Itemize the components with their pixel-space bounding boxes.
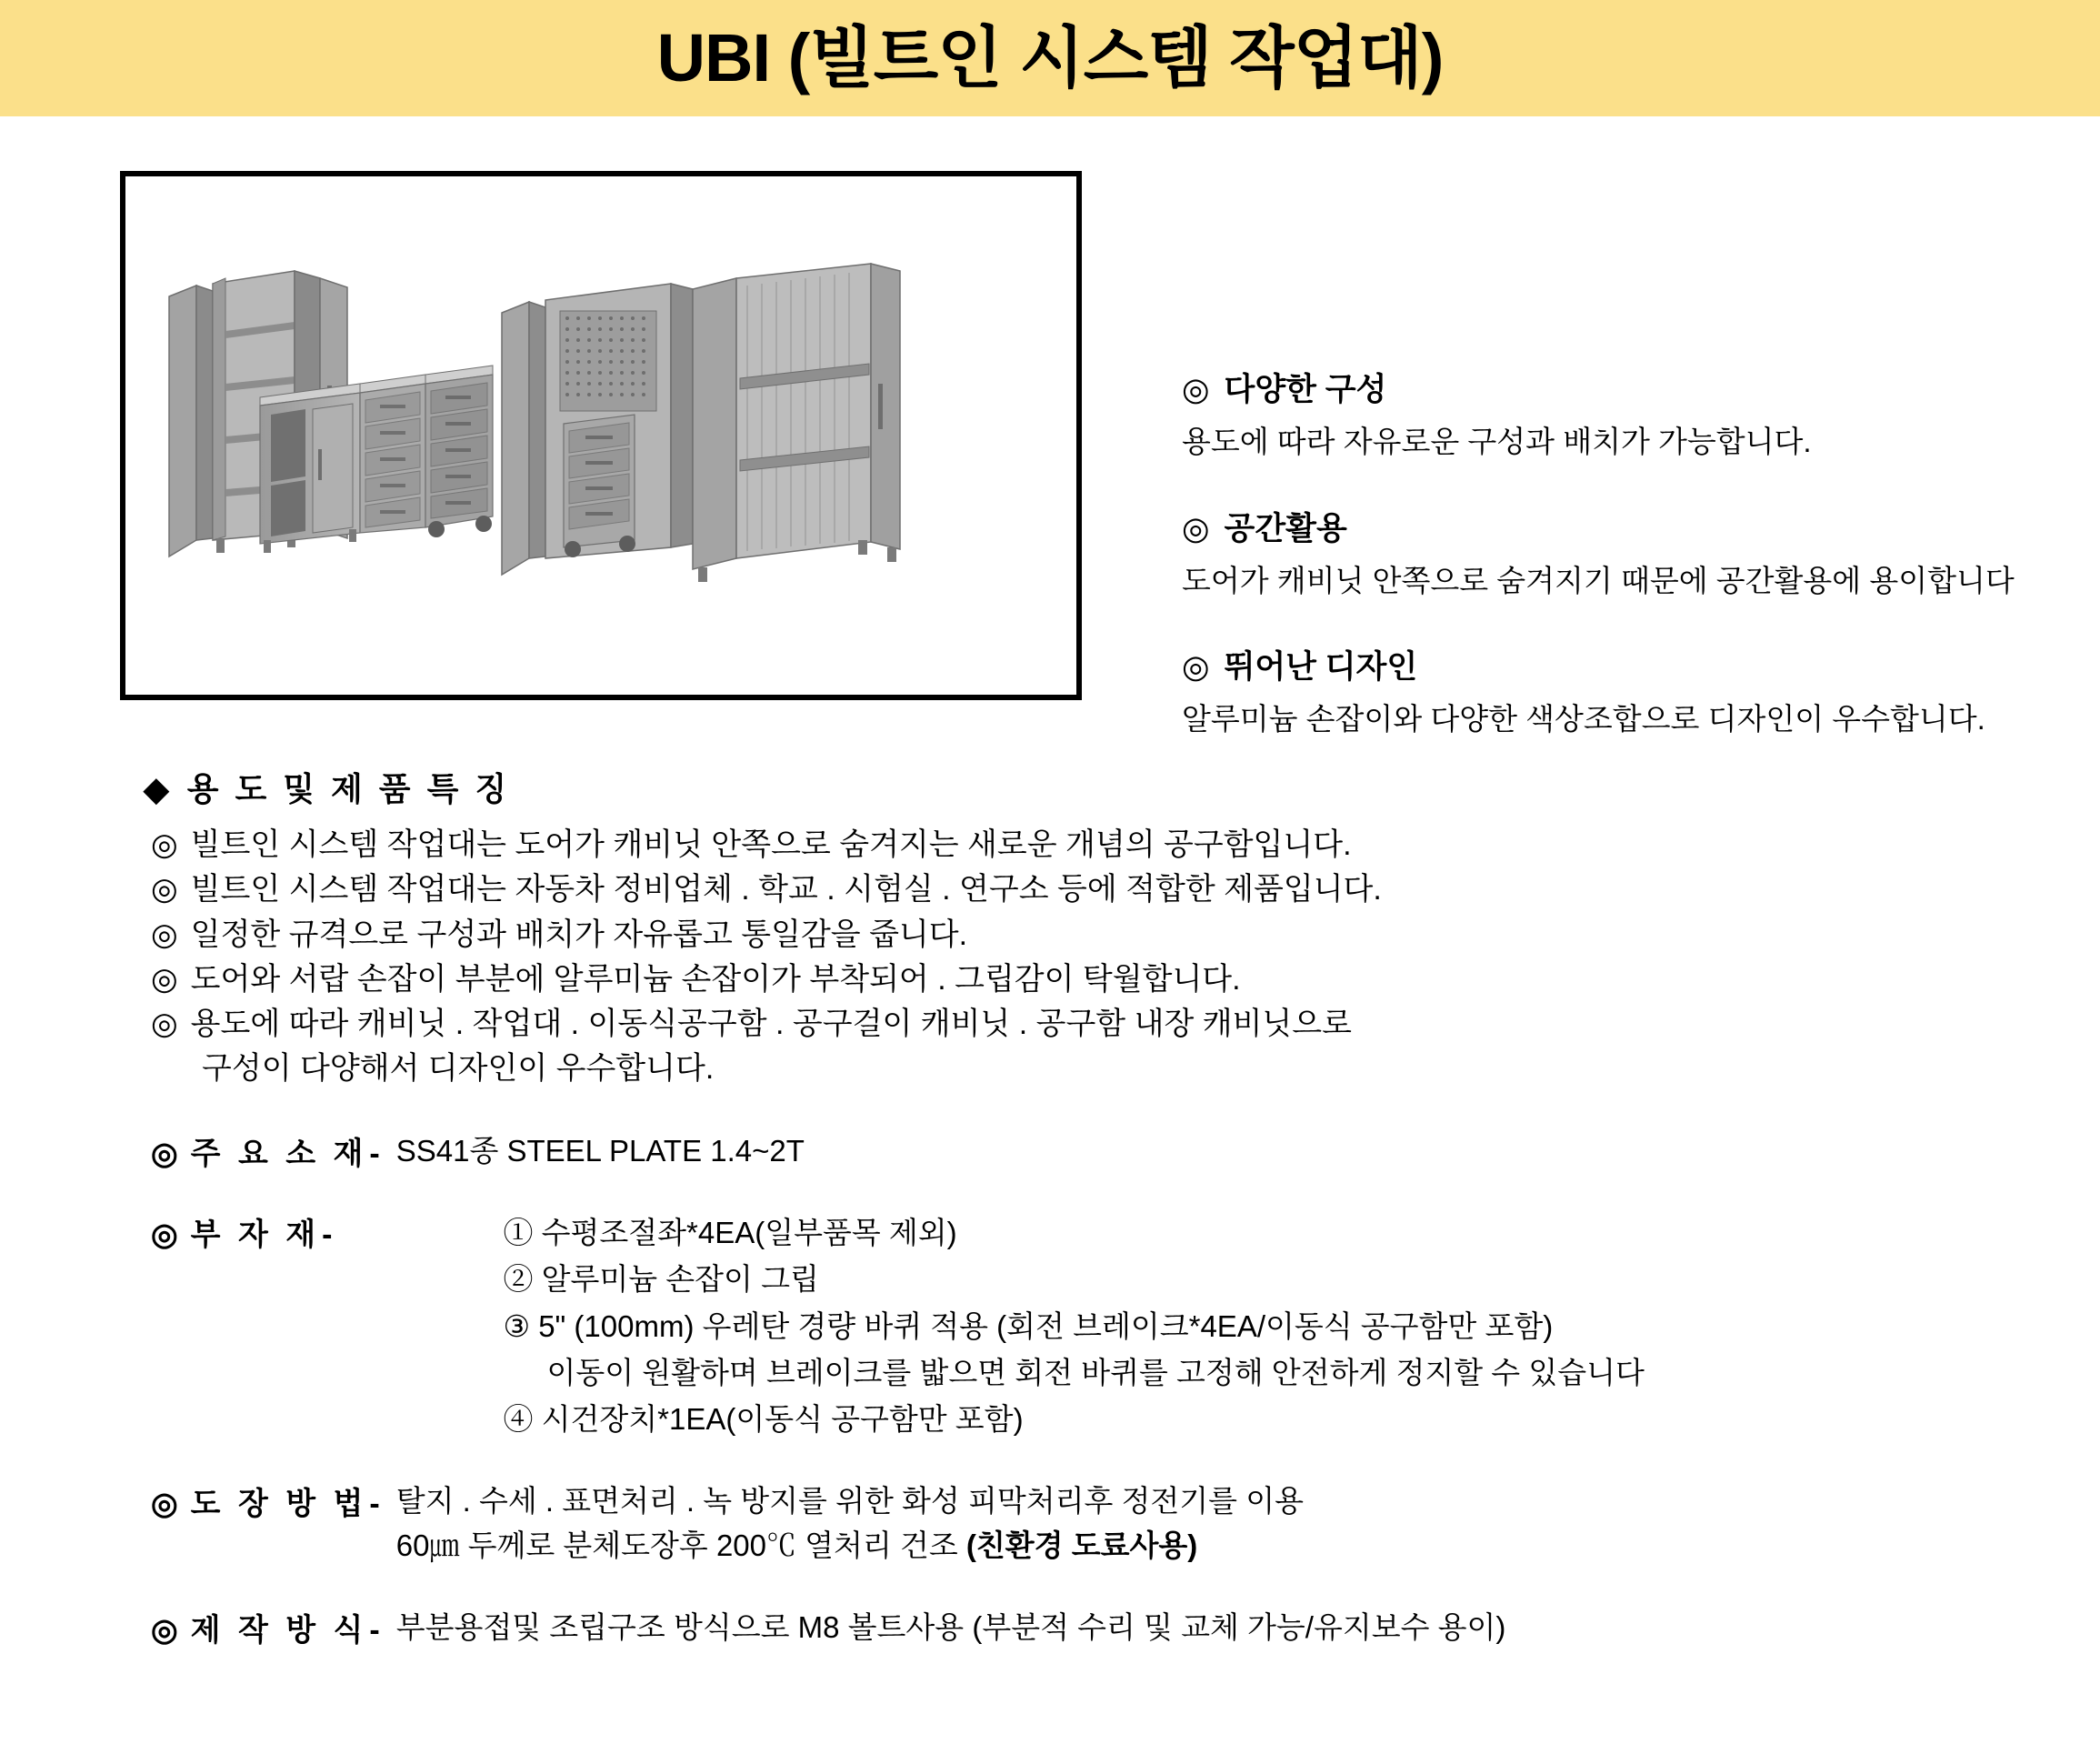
spec-row-manufacture	[151, 1605, 2100, 1650]
circle-bullet-icon: ◎	[151, 1612, 178, 1648]
feature-heading-text: 다양한 구성	[1224, 372, 1387, 407]
spec-label	[151, 1478, 380, 1523]
circle-bullet-icon: ◎	[151, 872, 178, 907]
section-heading-text: 용 도 및 제 품 특 징	[186, 770, 511, 807]
submaterial-item: ③ 5" (100mm) 우레탄 경량 바퀴 적용 (회전 브레이크*4EA/이동식 공구함만 포함)	[503, 1308, 1554, 1343]
spec-value: SS41종 STEEL PLATE 1.4~2T	[395, 1133, 805, 1168]
spec-label-text: 도 장 방 법	[190, 1486, 368, 1521]
spec-label-text: 제 작 방 식	[190, 1612, 368, 1648]
circle-bullet-icon: ◎	[1182, 649, 1210, 686]
spec-label-text: 주 요 소 재	[190, 1136, 368, 1171]
list-item-text: 빌트인 시스템 작업대는 자동차 정비업체 . 학교 . 시험실 . 연구소 등에 적합한 제품입니다.	[190, 872, 1382, 907]
spec-label	[151, 1128, 380, 1173]
circle-bullet-icon: ◎	[151, 827, 178, 862]
feature-heading	[1182, 648, 2082, 687]
spec-value	[396, 1478, 1304, 1569]
circle-bullet-icon: ◎	[151, 1136, 178, 1171]
spec-label	[151, 1605, 380, 1649]
submaterial-note: 이동이 원활하며 브레이크를 밟으면 회전 바퀴를 고정해 안전하게 정지할 수 있습니다	[546, 1355, 1645, 1389]
list-item	[151, 957, 2100, 1002]
feature-description: 알루미늄 손잡이와 다양한 색상조합으로 디자인이 우수합니다.	[1182, 702, 1985, 737]
list-item	[151, 867, 2100, 912]
spec-row-material	[151, 1128, 2100, 1174]
circle-bullet-icon: ◎	[151, 917, 178, 952]
painting-line-2	[396, 1523, 1304, 1569]
feature-description: 용도에 따라 자유로운 구성과 배치가 가능합니다.	[1182, 425, 1812, 458]
feature-heading-text: 공간활용	[1224, 510, 1347, 546]
submaterial-item: ① 수평조절좌*4EA(일부품목 제외)	[503, 1216, 957, 1250]
spec-dash: -	[369, 1136, 380, 1171]
feature-description: 도어가 캐비닛 안쪽으로 숨겨지기 때문에 공간활용에 용이합니다	[1182, 563, 2015, 597]
spec-row-painting	[151, 1478, 2100, 1569]
feature-heading	[1182, 510, 2082, 548]
submaterial-item: ② 알루미늄 손잡이 그립	[503, 1262, 819, 1297]
feature-item	[1182, 371, 2082, 463]
list-item-continuation: 구성이 다양해서 디자인이 우수합니다.	[202, 1051, 715, 1087]
diamond-bullet-icon: ◆	[144, 770, 169, 807]
page-title: UBI (빌트인 시스템 작업대)	[656, 20, 1444, 95]
submaterial-list	[503, 1209, 1644, 1442]
list-item	[151, 1002, 2100, 1047]
spec-label-text: 부 자 재	[190, 1218, 321, 1253]
list-item	[151, 823, 2100, 867]
list-item-text: 용도에 따라 캐비닛 . 작업대 . 이동식공구함 . 공구걸이 캐비닛 . 공구함 내장 캐비닛으로	[190, 1007, 1352, 1042]
top-section	[0, 116, 2100, 737]
painting-line-2-bold: (친환경 도료사용)	[965, 1529, 1198, 1563]
circle-bullet-icon: ◎	[151, 1486, 178, 1521]
circle-bullet-icon: ◎	[1182, 510, 1210, 546]
spec-row-submaterial	[151, 1209, 2100, 1442]
product-photo	[120, 171, 1082, 700]
painting-line-2-plain: 60㎛ 두께로 분체도장후 200℃ 열처리 건조	[395, 1529, 966, 1563]
painting-line-1: 탈지 . 수세 . 표면처리 . 녹 방지를 위한 화성 피막처리후 정전기를 이용	[395, 1483, 1304, 1518]
spec-dash: -	[369, 1486, 380, 1521]
list-item-text: 도어와 서랍 손잡이 부분에 알루미늄 손잡이가 부착되어 . 그립감이 탁월합니다.	[190, 961, 1241, 997]
spec-dash: -	[322, 1218, 333, 1253]
feature-list	[1182, 371, 2082, 787]
feature-item	[1182, 648, 2082, 740]
spec-dash: -	[369, 1612, 380, 1648]
submaterial-item: ④ 시건장치*1EA(이동식 공구함만 포함)	[503, 1401, 1024, 1436]
feature-item	[1182, 510, 2082, 602]
workbench-illustration	[125, 176, 1076, 695]
specification-section	[0, 764, 2100, 1649]
circle-bullet-icon: ◎	[151, 1007, 178, 1042]
spec-value: 부분용접및 조립구조 방식으로 M8 볼트사용 (부분적 수리 및 교체 가능/유지보수 용이)	[395, 1609, 1506, 1644]
list-item-text: 일정한 규격으로 구성과 배치가 자유롭고 통일감을 줍니다.	[190, 917, 968, 952]
feature-heading	[1182, 371, 2082, 409]
section-heading-usage	[144, 764, 2100, 810]
list-item-text: 빌트인 시스템 작업대는 도어가 캐비닛 안쪽으로 숨겨지는 새로운 개념의 공구함입니다.	[190, 827, 1352, 862]
spec-label	[151, 1209, 332, 1254]
feature-heading-text: 뛰어난 디자인	[1224, 649, 1418, 686]
circle-bullet-icon: ◎	[151, 1218, 178, 1253]
list-item	[151, 913, 2100, 957]
page-title-banner	[0, 0, 2100, 116]
circle-bullet-icon: ◎	[1182, 372, 1210, 407]
circle-bullet-icon: ◎	[151, 961, 178, 997]
